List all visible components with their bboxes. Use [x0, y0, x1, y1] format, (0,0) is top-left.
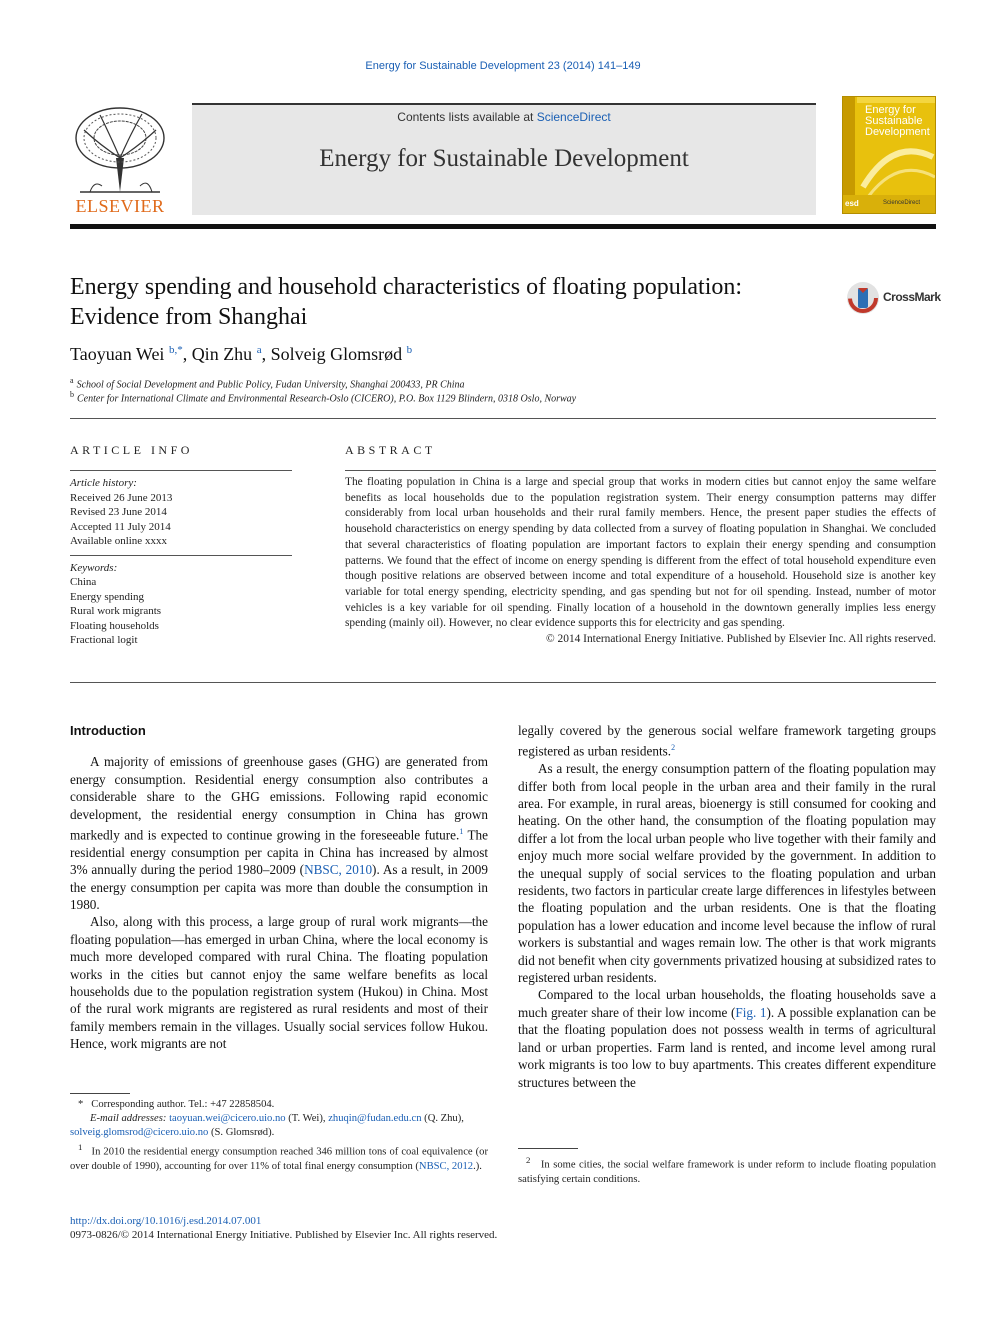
journal-banner — [192, 103, 816, 215]
footnote-mark: 1 — [78, 1142, 83, 1152]
cover-publisher: ScienceDirect — [883, 200, 921, 206]
keywords — [70, 555, 292, 654]
history-entry: Received 26 June 2013 — [70, 491, 173, 504]
body-text: ). A possible explanation can be that the floating population does not possess wealth in terms of agricultural land or urban properties. Farm land is rented, and income level among rural work migrants is too low to buy apartments. This creates different expenditure structures between the — [518, 1004, 937, 1090]
abstract-heading: ABSTRACT — [345, 443, 436, 457]
citation-link[interactable]: NBSC, 2010 — [304, 862, 373, 878]
affiliation — [70, 390, 576, 404]
crossmark-icon — [846, 281, 880, 315]
article-title-line: Evidence from Shanghai — [70, 304, 308, 330]
article-info — [70, 470, 292, 654]
doi-link[interactable]: http://dx.doi.org/10.1016/j.esd.2014.07.001 — [70, 1215, 262, 1227]
cover-title-line: Development — [865, 126, 930, 138]
doi-block — [70, 1214, 497, 1242]
keywords-label: Keywords: — [70, 561, 118, 574]
footnotes-right — [518, 1148, 936, 1187]
body-paragraph — [518, 986, 936, 1090]
footnote-mark: 2 — [526, 1155, 531, 1165]
keyword: Rural work migrants — [70, 605, 162, 617]
body-text: The residential energy consumption per capita in China has increased by almost 3% annually during the period 1980–2009 ( — [70, 827, 488, 878]
body-paragraph — [518, 722, 936, 760]
cover-title — [865, 105, 930, 138]
keyword: Fractional logit — [70, 634, 138, 646]
journal-title[interactable]: Energy for Sustainable Development — [319, 145, 689, 172]
section-heading: Introduction — [70, 723, 146, 738]
figure-link[interactable]: Fig. 1 — [735, 1004, 767, 1020]
abstract-text: The floating population in China is a large and special group that works in modern cities but cannot enjoy the same welfare benefits as local households due to the population registration system. Their energy consumption patterns may differ considerably from local urban households and their rural family members. Hence, the present paper studies the effects of household characteristics on energy spending by data collected from a survey of floating population in Shanghai. We concluded that several characteristics of floating population are important factors to explain their energy spending and consumption patterns. We found that the effect of income on energy spending is different from the effect of total household expenditure even though positive relations are observed between income and total expenditure of a household. Household size is another key variable for total energy spending, electricity spending, and gas spending but not for oil spending. Instead, number of motor vehicles is a key variable for oil spending. Finally location of a household in the downtown generally implies less energy spending (mainly oil). However, no clear evidence supports this for electricity and gas spending. — [345, 476, 936, 630]
body-column-left — [70, 722, 488, 1053]
email-label: E-mail addresses: — [90, 1113, 167, 1124]
keyword: Energy spending — [70, 590, 145, 603]
body-paragraph: Also, along with this process, a large group of rural work migrants—the floating population—has emerged in urban China, where the local economy is much more developed compared with rural China. The floating population works in the cities but cannot enjoy the same welfare benefits as local households due to the population registration system (Hukou) in China. Most of the rural work migrants are registered as rural residents and most of their family members remain in the villages. Usually social services follow Hukou. Hence, work migrants are not — [70, 914, 488, 1052]
email-link[interactable]: solveig.glomsrod@cicero.uio.no — [70, 1127, 209, 1138]
footnote-ref[interactable]: 1 — [459, 827, 464, 837]
crossmark-label: CrossMark — [883, 290, 941, 304]
header-rule — [70, 224, 936, 229]
body-paragraph — [70, 753, 488, 913]
footnote-text: In some cities, the social welfare framework is under reform to include floating population satisfying certain conditions. — [518, 1159, 936, 1185]
body-paragraph: As a result, the energy consumption pattern of the floating population may differ both from local people in the urban area and their family in the rural area. For example, in rural areas, bioenergy is still consumed for cooking and heating. On the other hand, the consumption of the floating population may differ a lot from the local urban people who live together with their family and enjoy much more social welfare provided by the government. In addition to the unequal supply of social services to the floating population and urban residents, two factors in particular create large differences in lifestyles between the floating population and the urban residents. One is that the floating population has a lower education and income level because the inflow of rural workers is substantial and wages remain low. The other is that work migrants did not benefit when city governments privatized housing at subsidized rates to registered urban residents. — [518, 761, 936, 986]
elsevier-wordmark[interactable]: ELSEVIER — [75, 196, 165, 216]
email-addresses — [70, 1112, 488, 1126]
affiliation — [70, 376, 465, 390]
email-owner: (S. Glomsrød). — [208, 1127, 275, 1138]
contents-prefix: Contents lists available at — [397, 110, 537, 124]
section-rule — [70, 418, 936, 419]
keyword: China — [70, 576, 97, 588]
article-history — [70, 471, 292, 555]
article-info-heading: ARTICLE INFO — [70, 443, 193, 457]
email-owner: (T. Wei), — [285, 1113, 329, 1124]
abstract-copyright: © 2014 International Energy Initiative. Published by Elsevier Inc. All rights reserved. — [546, 633, 936, 646]
journal-cover-thumbnail[interactable] — [842, 96, 936, 214]
footnote-mark: * — [78, 1099, 84, 1110]
email-link[interactable]: zhuqin@fudan.edu.cn — [328, 1113, 422, 1124]
author-affiliation-mark[interactable]: b,* — [168, 344, 183, 356]
journal-header — [70, 96, 936, 216]
citation-link[interactable]: NBSC, 2012 — [418, 1160, 474, 1172]
body-column-right — [518, 722, 936, 1091]
footnote-text: .). — [473, 1160, 482, 1172]
footnote-rule — [70, 1093, 130, 1094]
body-text: Compared to the local urban households, the floating households save a much greater share of their low income ( — [518, 987, 936, 1020]
body-text: ). As a result, in 2009 the energy consumption per capita was more than double the consumption in 1980. — [70, 862, 488, 913]
abstract — [345, 470, 936, 648]
email-link[interactable]: taoyuan.wei@cicero.uio.no — [169, 1113, 286, 1124]
history-label: Article history: — [70, 477, 137, 489]
email-owner: (Q. Zhu), — [421, 1113, 464, 1124]
cover-title-line: Energy for — [865, 104, 916, 116]
affiliation-label: a — [70, 376, 74, 385]
cover-badge: esd — [845, 199, 859, 208]
affiliation-text: Center for International Climate and Environmental Research-Oslo (CICERO), P.O. Box 1129 Blindern, 0318 Oslo, Norway — [77, 393, 577, 405]
corresponding-author-note — [70, 1098, 488, 1112]
footnotes-left — [70, 1093, 488, 1174]
author-affiliation-mark[interactable]: b — [406, 344, 413, 356]
affiliation-label: b — [70, 390, 74, 399]
footnote-text: In 2010 the residential energy consumption reached 346 million tons of coal equivalence (or over double of 1990), accounting for over 11% of total final energy consumption ( — [70, 1146, 488, 1172]
section-rule — [70, 682, 936, 683]
author-name[interactable]: Solveig Glomsrød — [270, 344, 403, 364]
body-text: legally covered by the generous social welfare framework targeting groups registered as urban residents. — [518, 723, 936, 759]
footnote — [518, 1153, 936, 1187]
article-title-line: Energy spending and household characteristics of floating population: — [70, 274, 743, 300]
history-entry: Accepted 11 July 2014 — [70, 520, 171, 533]
footnote-text: Corresponding author. Tel.: +47 22858504. — [91, 1099, 275, 1110]
footnote-rule — [518, 1148, 578, 1149]
author-affiliation-mark[interactable]: a — [256, 344, 262, 356]
keyword: Floating households — [70, 619, 159, 632]
footnote — [70, 1140, 488, 1174]
contents-line — [192, 110, 816, 124]
author-name[interactable]: Qin Zhu — [191, 344, 253, 364]
sciencedirect-link[interactable]: ScienceDirect — [536, 110, 611, 124]
journal-reference[interactable]: Energy for Sustainable Development 23 (2014) 141–149 — [365, 60, 641, 72]
crossmark-badge[interactable] — [846, 281, 946, 315]
cover-title-line: Sustainable — [865, 115, 923, 127]
footnote-ref[interactable]: 2 — [671, 743, 676, 753]
author-name[interactable]: Taoyuan Wei — [70, 344, 165, 364]
author-list — [70, 344, 412, 365]
author-separator: , — [182, 344, 192, 364]
affiliation-text: School of Social Development and Public Policy, Fudan University, Shanghai 200433, PR China — [76, 379, 465, 391]
history-entry: Revised 23 June 2014 — [70, 506, 167, 518]
body-text: A majority of emissions of greenhouse gases (GHG) are generated from energy consumption. Residential energy consumption also contributes a considerable share to the GHG emissions. Following rapid economic development, the residential energy consumption in China has grown markedly and is expected to continue growing in the foreseeable future. — [70, 754, 488, 843]
issn-copyright: 0973-0826/© 2014 International Energy Initiative. Published by Elsevier Inc. All rights reserved. — [70, 1229, 498, 1241]
article-title — [70, 272, 820, 332]
author-separator: , — [261, 344, 271, 364]
history-entry: Available online xxxx — [70, 535, 167, 547]
email-addresses-cont — [70, 1126, 488, 1140]
